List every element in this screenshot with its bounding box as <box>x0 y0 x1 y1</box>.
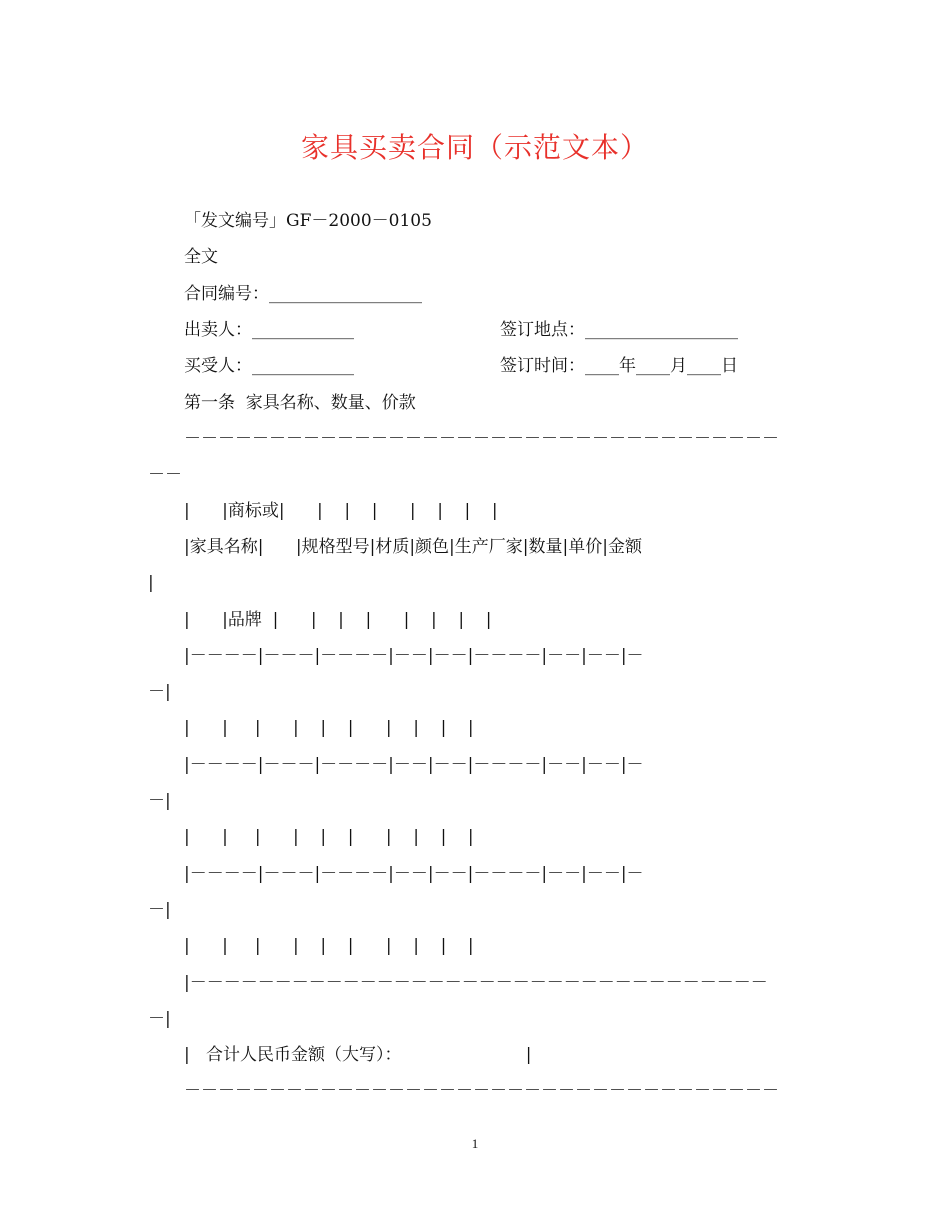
table-separator-tail: －| <box>148 791 171 811</box>
table-total-row: | 合计人民币金额（大写）： | <box>184 1045 532 1065</box>
table-bottom-rule-tail: －| <box>148 1009 171 1029</box>
table-row: | | | | | | | | | | <box>184 936 474 956</box>
table-row-brand-top: | |商标或| | | | | | | | <box>184 501 498 521</box>
table-end-rule: －－－－－－－－－－－－－－－－－－－－－－－－－－－－－－－－－－－ <box>184 1081 779 1101</box>
table-header-row: |家具名称| |规格型号|材质|颜色|生产厂家|数量|单价|金额 <box>184 537 642 557</box>
table-top-rule: －－－－－－－－－－－－－－－－－－－－－－－－－－－－－－－－－－－ <box>184 429 779 449</box>
doc-number: 「发文编号」GF－2000－0105 <box>184 211 432 231</box>
document-title: 家具买卖合同（示范文本） <box>300 131 649 164</box>
table-header-row-tail: | <box>148 573 154 593</box>
table-top-rule-tail: －－ <box>148 465 182 485</box>
table-bottom-rule: |－－－－－－－－－－－－－－－－－－－－－－－－－－－－－－－－－－ <box>184 973 768 993</box>
sign-place-field: 签订地点：__________________ <box>500 320 738 340</box>
table-separator-tail: －| <box>148 900 171 920</box>
table-separator-row: |－－－－|－－－|－－－－|－－|－－|－－－－|－－|－－|－ <box>184 646 644 666</box>
sign-time-field: 签订时间：____年____月____日 <box>500 356 738 376</box>
seller-field: 出卖人：____________ <box>184 320 354 340</box>
table-row: | | | | | | | | | | <box>184 718 474 738</box>
article-1-heading: 第一条 家具名称、数量、价款 <box>184 393 416 413</box>
fulltext-label: 全文 <box>184 247 218 267</box>
table-separator-row: |－－－－|－－－|－－－－|－－|－－|－－－－|－－|－－|－ <box>184 864 644 884</box>
contract-number: 合同编号：__________________ <box>184 284 422 304</box>
table-separator-row: |－－－－|－－－|－－－－|－－|－－|－－－－|－－|－－|－ <box>184 755 644 775</box>
page-number: 1 <box>471 1136 479 1151</box>
table-row-brand-bottom: | |品牌 | | | | | | | | <box>184 610 492 630</box>
buyer-field: 买受人：____________ <box>184 356 354 376</box>
table-separator-tail: －| <box>148 682 171 702</box>
table-row: | | | | | | | | | | <box>184 827 474 847</box>
